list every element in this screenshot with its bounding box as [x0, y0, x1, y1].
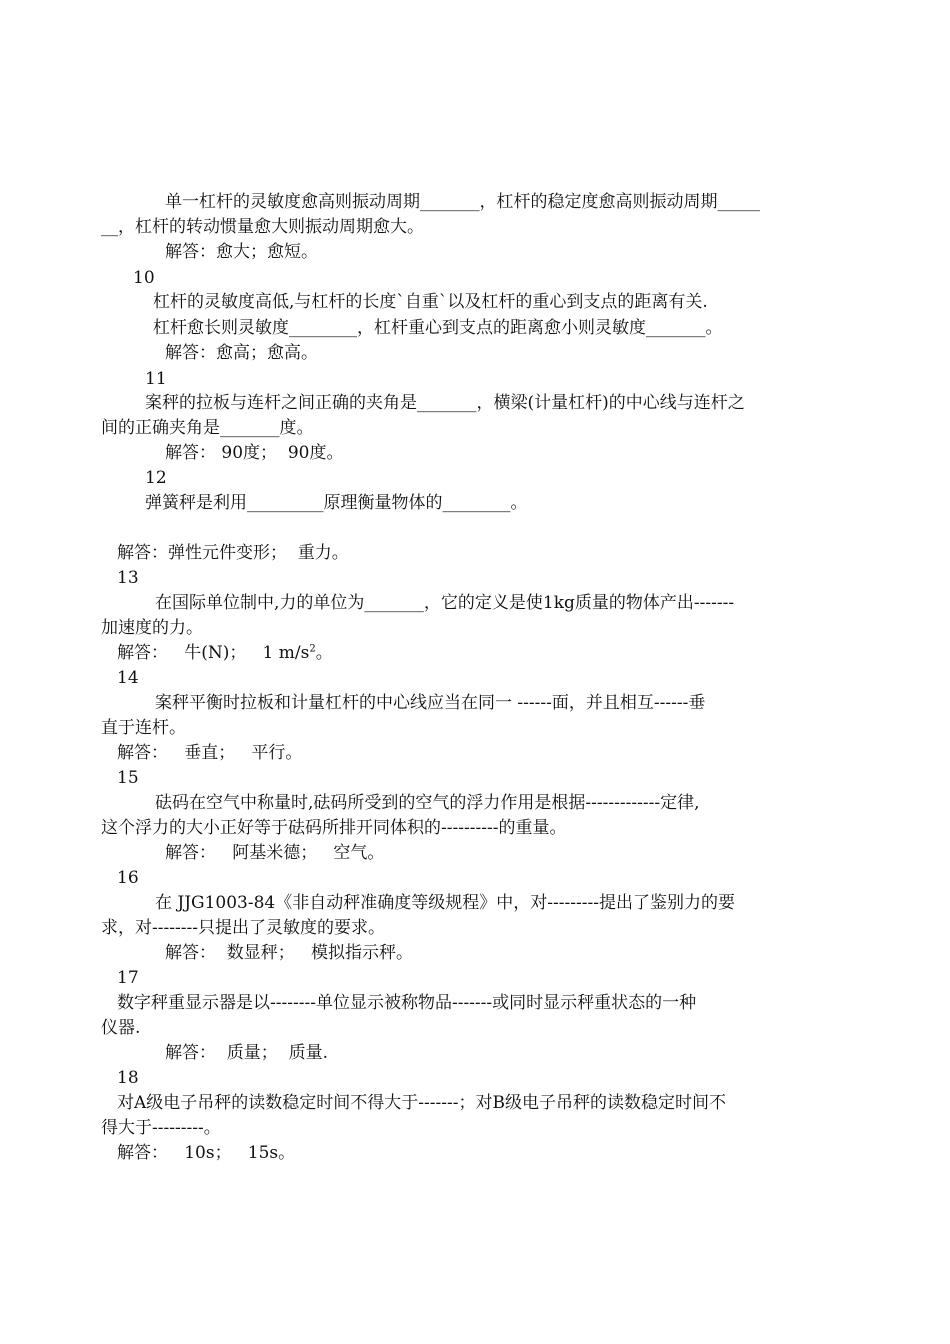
q10-answer: 解答：愈高；愈高。: [165, 343, 318, 363]
q15-answer: 解答： 阿基米德； 空气。: [165, 843, 385, 863]
q12-number: 12: [145, 468, 167, 488]
q11-line-2: 间的正确夹角是_______度。: [101, 418, 314, 438]
q11-line-1: 案秤的拉板与连杆之间正确的夹角是_______，横梁(计量杠杆)的中心线与连杆之: [145, 393, 745, 413]
q15-line-1: 砝码在空气中称量时,砝码所受到的空气的浮力作用是根据-------------定律,: [155, 793, 700, 813]
q9-line-1: 单一杠杆的灵敏度愈高则振动周期_______，杠杆的稳定度愈高则振动周期_____: [165, 192, 760, 212]
q17-line-2: 仪器.: [101, 1018, 141, 1038]
q16-line-2: 求，对--------只提出了灵敏度的要求。: [101, 918, 385, 938]
q18-answer: 解答： 10s； 15s。: [117, 1143, 296, 1163]
q9-line-2: __，杠杆的转动惯量愈大则振动周期愈大。: [101, 217, 424, 237]
q14-line-2: 直于连杆。: [101, 718, 186, 738]
q11-answer: 解答： 90度； 90度。: [165, 443, 344, 463]
q13-line-1: 在国际单位制中,力的单位为_______，它的定义是使1kg质量的物体产出-------: [155, 593, 735, 613]
q13-line-2: 加速度的力。: [101, 618, 203, 638]
q18-line-1: 对A级电子吊秤的读数稳定时间不得大于-------；对B级电子吊秤的读数稳定时间不: [117, 1093, 726, 1113]
q10-line-2: 杠杆愈长则灵敏度________，杠杆重心到支点的距离愈小则灵敏度_______。: [153, 318, 723, 338]
q12-line-1: 弹簧秤是利用_________原理衡量物体的________。: [145, 493, 528, 513]
q16-line-1: 在 JJG1003-84《非自动秤准确度等级规程》中，对---------提出了鉴别力的要: [155, 893, 735, 913]
q10-number: 10: [133, 268, 155, 288]
q14-answer: 解答： 垂直； 平行。: [117, 743, 303, 763]
q13-number: 13: [117, 568, 139, 588]
q18-number: 18: [117, 1068, 139, 1088]
q16-answer: 解答： 数显秤； 模拟指示秤。: [165, 943, 414, 963]
q17-number: 17: [117, 968, 139, 988]
q15-number: 15: [117, 768, 139, 788]
q14-line-1: 案秤平衡时拉板和计量杠杆的中心线应当在同一 ------面，并且相互------垂: [155, 693, 706, 713]
q14-number: 14: [117, 668, 139, 688]
q13-answer: 解答： 牛(N)； 1 $m/s^2$。: [117, 643, 333, 663]
q18-line-2: 得大于---------。: [101, 1118, 221, 1138]
q10-line-1: 杠杆的灵敏度高低,与杠杆的长度`自重`以及杠杆的重心到支点的距离有关.: [153, 292, 708, 312]
q16-number: 16: [117, 868, 139, 888]
q9-answer: 解答：愈大；愈短。: [165, 242, 318, 262]
q12-answer: 解答：弹性元件变形； 重力。: [117, 543, 349, 563]
q17-line-1: 数字秤重显示器是以--------单位显示被称物品-------或同时显示秤重状态的一种: [117, 993, 697, 1013]
q17-answer: 解答： 质量； 质量.: [165, 1043, 329, 1063]
q15-line-2: 这个浮力的大小正好等于砝码所排开同体积的----------的重量。: [101, 818, 567, 838]
q11-number: 11: [145, 369, 167, 389]
